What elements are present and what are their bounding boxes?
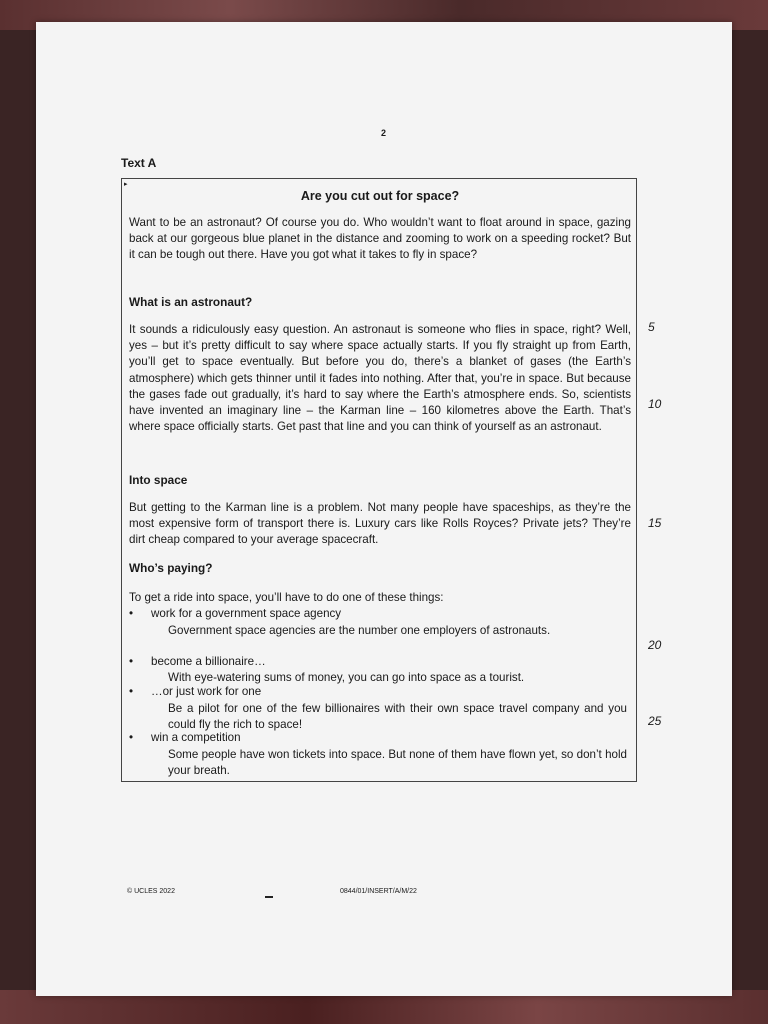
footer-paper-code: 0844/01/INSERT/A/M/22 <box>340 888 417 895</box>
bullet-icon: • <box>129 655 134 668</box>
line-number: 25 <box>648 714 662 728</box>
list-item-label: …or just work for one <box>151 685 262 698</box>
corner-mark-icon: ▸ <box>124 181 128 188</box>
text-label: Text A <box>121 156 157 170</box>
section-paragraph-paying-intro: To get a ride into space, you’ll have to do one of these things: <box>129 591 444 604</box>
bullet-icon: • <box>129 731 134 744</box>
line-number: 10 <box>648 397 662 411</box>
list-item-detail: Government space agencies are the number one employers of astronauts. <box>168 624 551 637</box>
article-box <box>121 178 637 782</box>
line-number: 20 <box>648 638 662 652</box>
list-item-detail: Be a pilot for one of the few billionaires with their own space travel company and you could fly the rich to space! <box>168 702 627 732</box>
footer-mark <box>265 896 273 898</box>
section-heading-astronaut: What is an astronaut? <box>129 295 253 309</box>
list-item-label: win a competition <box>151 731 241 744</box>
bullet-icon: • <box>129 685 134 698</box>
bullet-icon: • <box>129 607 134 620</box>
list-item-label: work for a government space agency <box>151 607 342 620</box>
list-item-detail: With eye-watering sums of money, you can go into space as a tourist. <box>168 671 525 684</box>
intro-paragraph: Want to be an astronaut? Of course you do. Who wouldn’t want to float around in space, gazing back at our gorgeous blue planet in the distance and zooming to work on a speeding rocket? But it can be tough out there. Have you got what it takes to fly in space? <box>129 216 631 262</box>
line-number: 5 <box>648 320 655 334</box>
section-heading-into-space: Into space <box>129 473 188 487</box>
line-number: 15 <box>648 516 662 530</box>
page-number: 2 <box>381 128 387 138</box>
footer-copyright: © UCLES 2022 <box>127 888 175 895</box>
list-item-detail: Some people have won tickets into space. But none of them have flown yet, so don’t hold your breath. <box>168 748 627 778</box>
section-paragraph-into-space: But getting to the Karman line is a problem. Not many people have spaceships, as they’re the most expensive form of transport there is. Luxury cars like Rolls Royces? Private jets? They’re dirt cheap compared to your average spacecraft. <box>129 501 631 547</box>
list-item-label: become a billionaire… <box>151 655 266 668</box>
section-paragraph-astronaut: It sounds a ridiculously easy question. An astronaut is someone who flies in space, right? Well, yes – but it’s pretty difficult to say where space actually starts. If you fly straight up from Earth, you’ll get to space eventually. But before you do, there’s a blanket of gases (the Earth’s atmosphere) which gets thinner until it fades into nothing. After that, you’re in space. But because the gases fade out gradually, it’s hard to say where the Earth’s atmosphere ends. So, scientists have invented an imaginary line – the Karman line – 160 kilometres above the Earth. That’s where space officially starts. Get past that line and you can think of yourself as an astronaut. <box>129 323 631 434</box>
section-heading-paying: Who’s paying? <box>129 561 213 575</box>
article-title: Are you cut out for space? <box>300 189 460 203</box>
